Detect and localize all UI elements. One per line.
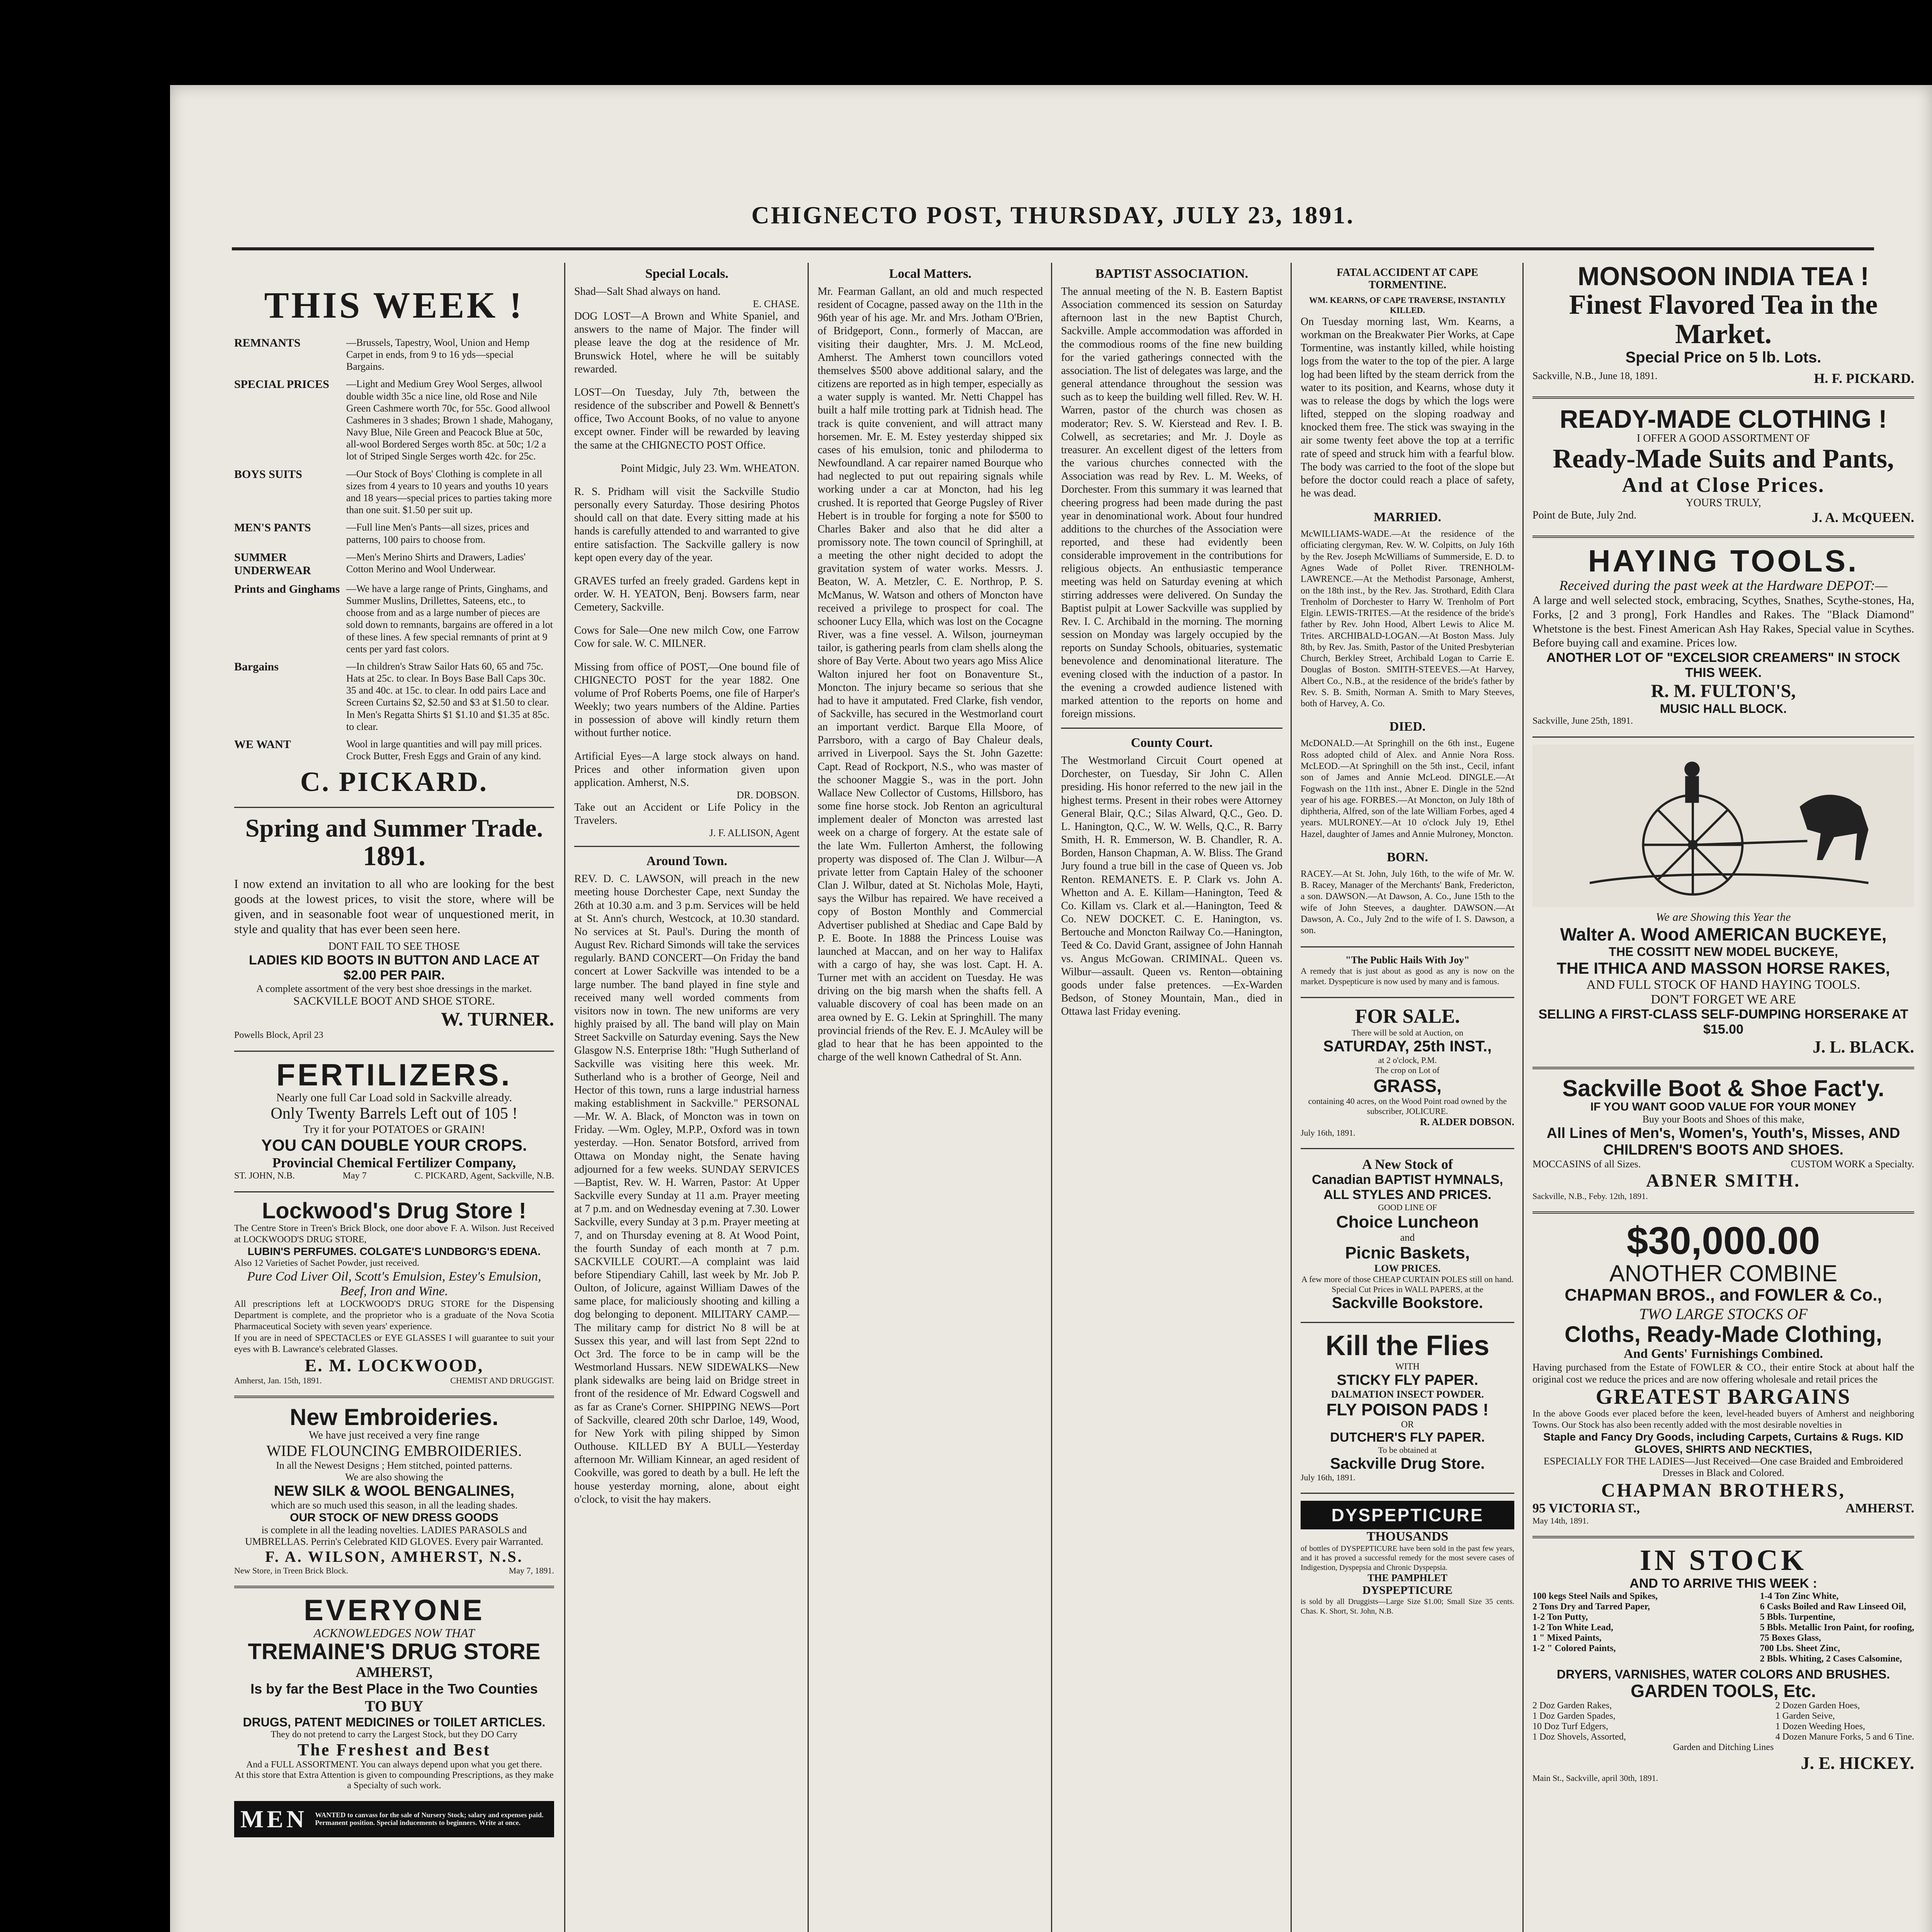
turner-sig: W. TURNER. [440, 1008, 554, 1030]
suits: Ready-Made Suits and Pants, [1553, 444, 1894, 474]
chapman-date: May 14th, 1891. [1532, 1516, 1589, 1526]
fert-footer [234, 1171, 554, 1181]
wall-papers: Special Cut Prices in WALL PAPERS, at the [1332, 1284, 1483, 1294]
column-rule [1522, 263, 1524, 1932]
garden-item: 1 Dozen Weeding Hoes, [1775, 1721, 1865, 1731]
shad-sig: E. CHASE. [753, 298, 799, 310]
freshest: The Freshest and Best [298, 1740, 491, 1759]
item-text: —In children's Straw Sailor Hats 60, 65 and 75c. Hats at 25c. to clear. In Boys Base Ball Caps 30c. 35 and 40c. at 15c. to clear. In odd pairs Lace and Screen Curtains $2, $2.50 and $3 at $1.50 to clear. In Men's Regatta Shirts $1 $1.10 and $1.35 at 85c. to clear. [346, 660, 550, 732]
ad-item [234, 738, 554, 762]
sticky: STICKY FLY PAPER. [1337, 1372, 1478, 1389]
sale-sig: R. ALDER DOBSON. [1420, 1116, 1514, 1128]
close-prices: And at Close Prices. [1622, 473, 1825, 497]
divider [1532, 1067, 1914, 1069]
emb-line: is complete in all the leading novelties. LADIES PARASOLS and UMBRELLAS. Perrin's Celebrated KID GLOVES. Every pair Warranted. [245, 1524, 543, 1548]
emb-line: which are so much used this season, in all the leading shades. [270, 1500, 518, 1511]
divider [1301, 1322, 1514, 1323]
full-stock: AND FULL STOCK OF HAND HAYING TOOLS. [1586, 977, 1861, 992]
divider [1532, 1211, 1914, 1214]
fert-line: Nearly one full Car Load sold in Sackville already. [276, 1091, 512, 1104]
lockwood-title-line: CHEMIST AND DRUGGIST. [450, 1376, 554, 1386]
local-notice: Artificial Eyes—A large stock always on hand. Prices and other information given upon application. Amherst, N.S. [574, 750, 799, 789]
stock-item: 2 Bbls. Whiting, 2 Cases Calsomine, [1760, 1654, 1902, 1664]
divider [1301, 1493, 1514, 1494]
column-2-locals [568, 263, 806, 1932]
dalmation: DALMATION INSECT POWDER. [1331, 1389, 1484, 1400]
divider [1061, 728, 1282, 729]
black-ad [1532, 745, 1914, 1057]
mcqueen-sig: J. A. McQUEEN. [1812, 510, 1914, 526]
lockwood-footer [234, 1376, 554, 1386]
emb-line: OUR STOCK OF NEW DRESS GOODS [290, 1511, 498, 1524]
item-label: REMNANTS [234, 336, 301, 349]
big-money: $30,000.00 [1626, 1219, 1820, 1262]
masthead-title: CHIGNECTO POST, THURSDAY, JULY 23, 1891. [751, 201, 1355, 229]
item-label: MEN'S PANTS [234, 521, 311, 534]
obtained: To be obtained at [1378, 1445, 1437, 1455]
stock-item: 1-2 Ton Putty, [1532, 1612, 1588, 1622]
county-court-heading: County Court. [1131, 736, 1213, 750]
emb-date: May 7, 1891. [509, 1566, 554, 1576]
monsoon-footer [1532, 370, 1914, 386]
column-rule [1291, 263, 1292, 1932]
smith-ad [1532, 1076, 1914, 1201]
and-word: and [1400, 1232, 1415, 1243]
dyspepticure-logo: DYSPEPTICURE [1301, 1501, 1514, 1529]
acknowledges: ACKNOWLEDGES NOW THAT [313, 1626, 475, 1640]
garden-item: 2 Doz Garden Rakes, [1532, 1700, 1612, 1711]
thousands: THOUSANDS [1366, 1529, 1449, 1544]
pickard-ad [234, 286, 554, 797]
ad-item [234, 337, 554, 373]
choice-luncheon: Choice Luncheon [1336, 1213, 1479, 1232]
garden-item: 2 Dozen Garden Hoes, [1775, 1700, 1860, 1711]
extra-attention: At this store that Extra Attention is given to compounding Prescriptions, as they make a Specialty of such work. [235, 1770, 554, 1791]
sale-time: at 2 o'clock, P.M. [1378, 1055, 1437, 1065]
kill-flies: Kill the Flies [1325, 1330, 1490, 1362]
baptist-heading: BAPTIST ASSOCIATION. [1095, 267, 1248, 281]
item-text: —Brussels, Tapestry, Wool, Union and Hemp Carpet in ends, from 9 to 16 yds—special Bargains. [346, 337, 530, 372]
sale-land: The crop on Lot of [1375, 1065, 1440, 1075]
fly-poison: FLY POISON PADS ! [1326, 1400, 1489, 1420]
everyone: EVERYONE [304, 1594, 485, 1627]
stock-item: 1-4 Ton Zinc White, [1760, 1591, 1839, 1602]
dyspepticure-ad [1301, 1501, 1514, 1616]
ad-item [234, 551, 554, 577]
divider [234, 807, 554, 808]
garden-item: 4 Dozen Manure Forks, 5 and 6 Tine. [1775, 1731, 1914, 1742]
curtain-poles: A few more of those CHEAP CURTAIN POLES still on hand. [1301, 1274, 1514, 1284]
stock-item: 700 Lbs. Sheet Zinc, [1760, 1643, 1840, 1654]
mcqueen-date: Point de Bute, July 2nd. [1532, 509, 1637, 522]
sale-text: There will be sold at Auction, on [1352, 1028, 1463, 1038]
fertilizers-heading: FERTILIZERS. [276, 1058, 512, 1092]
stock-item: 1 " Mixed Paints, [1532, 1633, 1602, 1643]
drug-store: Sackville Drug Store. [1330, 1455, 1485, 1473]
born-heading: BORN. [1387, 850, 1428, 864]
drugs: DRUGS, PATENT MEDICINES or TOILET ARTICLES. [243, 1715, 546, 1729]
public-hails: "The Public Hails With Joy" [1345, 954, 1470, 966]
dobson-sig: DR. DOBSON. [736, 789, 799, 801]
stock-item: 5 Bbls. Turpentine, [1760, 1612, 1835, 1622]
turner-date: Powells Block, April 23 [234, 1030, 323, 1041]
value: IF YOU WANT GOOD VALUE FOR YOUR MONEY [1590, 1100, 1857, 1113]
arrive: AND TO ARRIVE THIS WEEK : [1629, 1576, 1817, 1591]
ithica: THE ITHICA AND MASSON HORSE RAKES, [1556, 959, 1890, 977]
mcqueen-ad [1532, 406, 1914, 526]
stock-item: 1-2 Ton White Lead, [1532, 1622, 1613, 1633]
dys-text2: DYSPEPTICURE [1362, 1584, 1453, 1597]
chapman-text2: In the above Goods ever placed before the keen, level-headed buyers of Amherst and neighboring Towns. Our Stock has also been recently added with the most desirable novelties in [1532, 1408, 1914, 1430]
stock-item: 2 Tons Dry and Tarred Paper, [1532, 1602, 1650, 1612]
dutchers: DUTCHER'S FLY PAPER. [1330, 1430, 1485, 1445]
fatal-heading: FATAL ACCIDENT AT CAPE TORMENTINE. [1337, 267, 1478, 291]
bookstore: Sackville Bookstore. [1332, 1294, 1483, 1312]
grass: GRASS, [1373, 1076, 1442, 1096]
staple: Staple and Fancy Dry Goods, including Carpets, Curtains & Rugs. KID GLOVES, SHIRTS AND NECKTIES, [1543, 1431, 1903, 1456]
cossitt: THE COSSITT NEW MODEL BUCKEYE, [1609, 944, 1838, 959]
fulton-name: R. M. FULTON'S, [1651, 680, 1796, 701]
item-text: —Light and Medium Grey Wool Serges, allwool double width 35c a nice line, old Rose and Nile Green Cashmere worth 70c, for 55c. Good allwool Cashmeres in 3 shades; Brown 1 shade, Mahogany, Navy Blue, Nile Green and Peacock Blue at 50c, all-wool Bordered Serges worth 85c. at 50c; 1/2 a lot of Striped Single Serges worth 42c. for 25c. [346, 378, 553, 462]
all-lines: All Lines of Men's, Women's, Youth's, Misses, AND CHILDREN'S BOOTS AND SHOES. [1546, 1125, 1900, 1158]
garden-left [1532, 1701, 1626, 1742]
special-locals-heading: Special Locals. [645, 267, 729, 281]
married-heading: MARRIED. [1374, 510, 1441, 525]
stock-right [1760, 1591, 1914, 1664]
garden-list [1532, 1701, 1914, 1742]
newspaper-page [170, 85, 1932, 1932]
column-1-ads [228, 263, 560, 1932]
local-notice: GRAVES turfed an freely graded. Gardens kept in order. W. H. YEATON, Benj. Bowsers farm, near Cemetery, Sackville. [574, 575, 799, 614]
spring-title: Spring and Summer Trade. [245, 814, 543, 843]
column-6-ads [1526, 263, 1920, 1932]
lockwood-date: Amherst, Jan. 15th, 1891. [234, 1376, 322, 1386]
garden-right [1776, 1701, 1914, 1742]
garden-item: 1 Garden Seive, [1775, 1711, 1835, 1721]
shad-line [574, 285, 799, 298]
hymnals: Canadian BAPTIST HYMNALS, ALL STYLES AND PRICES. [1312, 1172, 1503, 1202]
sackville-store: SACKVILLE BOOT AND SHOE STORE. [293, 995, 495, 1008]
men-banner: MEN [240, 1805, 308, 1833]
in-stock: IN STOCK [1639, 1544, 1807, 1577]
died-text: McDONALD.—At Springhill on the 6th inst., Eugene Ross adopted child of Alex. and Annie Nora Ross. McLEOD.—At Springhill on the 5th inst., Cecil, infant son of James and Annie McLeod. DINGLE.—At Fogwash on the 11th inst., Abner E. Dingle in the 52nd year of his age. FORBES.—At Moncton, on July 18th of diphtheria, Alfred, son of the late William Forbes, aged 4 years. MULRONEY.—At 10 o'clock July 19, Ethel Hazel, daughter of James and Annie Mulroney, Moncton. [1301, 738, 1514, 839]
dryers: DRYERS, VARNISHES, WATER COLORS AND BRUSHES. [1556, 1667, 1890, 1682]
stock-item: 5 Bbls. Metallic Iron Paint, for roofing, [1760, 1622, 1914, 1633]
lockwood-sig: E. M. LOCKWOOD, [304, 1355, 484, 1376]
item-text: Wool in large quantities and will pay mill prices. Crock Butter, Fresh Eggs and Grain of any kind. [346, 738, 542, 762]
emb-sig: F. A. WILSON, AMHERST, N.S. [265, 1548, 523, 1566]
item-label: Prints and Ginghams [234, 582, 340, 595]
lockwood-text: Also 12 Varieties of Sachet Powder, just received. [234, 1258, 420, 1269]
hickey-ad [1532, 1545, 1914, 1783]
turner-intro: I now extend an invitation to all who are looking for the best goods at the lowest prices, to visit the store, where will be given, and in seasonable foot wear of unquestioned merit, in style and quality that has ever been seen here. [234, 876, 554, 936]
received: Received during the past week at the Hardware DEPOT:— [1559, 578, 1888, 594]
pamphlet: THE PAMPHLET [1367, 1572, 1447, 1584]
sale-date: SATURDAY, 25th INST., [1323, 1038, 1492, 1055]
picnic: Picnic Baskets, [1345, 1243, 1470, 1263]
ad-item [234, 660, 554, 733]
another-combine: ANOTHER COMBINE [1609, 1260, 1838, 1286]
special-price: Special Price on 5 lb. Lots. [1625, 349, 1821, 366]
readymade-title: READY-MADE CLOTHING ! [1560, 404, 1887, 433]
column-rule [564, 263, 565, 1932]
another-lot: ANOTHER LOT OF "EXCELSIOR CREAMERS" IN STOCK THIS WEEK. [1546, 650, 1900, 680]
music-hall: MUSIC HALL BLOCK. [1660, 701, 1787, 716]
ad-item [234, 521, 554, 545]
local-notice: R. S. Pridham will visit the Sackville Studio personally every Saturday. Those desiring Photos should call on that date. Every sitting made at his hands is carefully attended to and warranted to give entire satisfaction. The Sackville gallery is now kept open every day of the year. [574, 485, 799, 564]
dont-fail: DONT FAIL TO SEE THOSE [328, 940, 460, 953]
to-buy: TO BUY [365, 1697, 423, 1715]
emb-line: We have just received a very fine range [309, 1429, 480, 1442]
pickard-name: C. PICKARD. [300, 766, 488, 798]
bookstore-ad [1301, 1156, 1514, 1312]
amherst: AMHERST, [355, 1664, 433, 1680]
garden-item: 10 Doz Turf Edgers, [1532, 1721, 1608, 1731]
fertilizer-ad [234, 1059, 554, 1181]
local-notice: Point Midgic, July 23. Wm. WHEATON. [621, 462, 799, 474]
tremaine-ad [234, 1595, 554, 1791]
local-notice: Take out an Accident or Life Policy in the Travelers. [574, 801, 799, 827]
for-sale-heading: FOR SALE. [1355, 1005, 1460, 1028]
item-label: WE WANT [234, 738, 291, 751]
divider [234, 1396, 554, 1398]
garden: GARDEN TOOLS, Etc. [1631, 1681, 1816, 1701]
garden-item: 1 Doz Garden Spades, [1532, 1711, 1616, 1721]
lockwood-title: Lockwood's Drug Store ! [262, 1198, 527, 1224]
divider [1532, 1536, 1914, 1538]
fert-line: Provincial Chemical Fertilizer Company, [272, 1155, 516, 1171]
monsoon-title: MONSOON INDIA TEA ! [1577, 263, 1869, 291]
dys-text: of bottles of DYSPEPTICURE have been sold in the past few years, and it has proved a successful remedy for the most severe cases of Indigestion, Dyspepsia and Chronic Dyspepsia. [1301, 1544, 1514, 1572]
item-text: —Full line Men's Pants—all sizes, prices and patterns, 100 pairs to choose from. [346, 522, 529, 545]
lockwood-ad [234, 1199, 554, 1386]
low-prices: LOW PRICES. [1374, 1263, 1441, 1274]
sale-text: containing 40 acres, on the Wood Point road owned by the subscriber, JOLICURE. [1308, 1096, 1507, 1116]
this-week-heading: THIS WEEK ! [264, 284, 524, 326]
emb-line: In all the Newest Designs ; Hem stitched, pointed patterns. [276, 1460, 512, 1471]
baptist-text: The annual meeting of the N. B. Eastern Baptist Association commenced its session on Saturday afternoon last in the new Baptist Church, Sackville. Ample accommodation was afforded in the commodious rooms of the fine new building for the varied gatherings connected with the association. The list of delegates was large, and the general attendance throughout the session was such as to keep the building well filled. Rev. W. H. Warren, pastor of the church was chosen as moderator; Rev. S. W. Kierstead and Rev. I. B. Colwell, as secretaries; and Mr. J. Doyle as treasurer. An excellent digest of the letters from the various churches connected with the Association was read by Rev. L. M. Weeks, of Dorchester. From this summary it was learned that cheering progress had been made during the past year in denominational work. About four hundred additions to the churches of the Association were reported, and these had evidently been considerable improvement in the contributions for religious objects. An enthusiastic temperance meeting was held on Saturday evening at which stirring addresses were delivered. On Sunday the Baptist pulpit at Lower Sackville was supplied by Rev. I. C. Archibald in the morning. The morning session on Monday was largely occupied by the reports on Sunday Schools, obituaries, systematic benevolence and denominational literature. The evening closed with the induction of a pastor. In the evening a crowded audience listened with marked attention to the reports on home and foreign missions. [1061, 286, 1282, 720]
fulton-ad [1532, 545, 1914, 726]
item-text: —Our Stock of Boys' Clothing is complete in all sizes from 4 years to 10 years and youths 10 years and 18 years—special prices to parties taking more than one suit. $1.50 per suit up. [346, 468, 552, 516]
flies-ad [1301, 1330, 1514, 1483]
emb-footer [234, 1566, 554, 1576]
masthead [232, 201, 1874, 250]
lockwood-text: All prescriptions left at LOCKWOOD'S DRUG STORE for the Dispensing Department is complete, and the proprietor who is a graduate of the Nova Scotia Pharmaceutical Society with seven years' experience. [234, 1299, 554, 1332]
divider [1532, 536, 1914, 538]
hickey-sig: J. E. HICKEY. [1801, 1753, 1914, 1773]
local-matters-text: Mr. Fearman Gallant, an old and much respected resident of Cocagne, passed away on the 11th in the 96th year of his age. Mr. and Mrs. Jotham O'Brien, of Bridgeport, Conn., formerly of Maccan, are visiting their daughter, Mrs. J. M. McLeod, Amherst. The Amherst town councillors voted themselves $500 above additional salary, and the citizens are reported as in high temper, especially as a water supply is wanted. Mr. Netti Chappel has built a half mile trotting park at Tidnish head. The track is quite convenient, and will attract many horsemen. Mr. E. M. Estey yesterday shipped six cases of his emulsion, tonic and philoderma to Newfoundland. A car repairer named Bourque who had neglected to put out repairing signals while working under a car at Moncton, had his leg crushed. It is reported that George Pugsley of River Hebert is in trouble for forging a note for $500 to Charles Baker and also that he did alter a promissory note. The town council of Springhill, at a meeting the other night decided to adopt the gravitation system of water works. Messrs. J. Beaton, W. A. Metzler, C. E. Northrop, P. S. McManus, W. Watson and others of Moncton have received a privilege to prospect for coal. The schooner Lucy Ella, which was lost on the Cocagne River, was a fine vessel. A. Wilson, journeyman tailor, is gathering pearls from clam shells along the shore of Bay Verte. About two years ago Miss Alice Walton injured her foot on Bonaventure St., Moncton. The injury became so serious that she had to have it amputated. Fred Clarke, fish vendor, of Sackville, has secured in the Westmorland court an important verdict. Barque Ella Moore, of Parrsboro, with a cargo of Bay Chaleur deals, arrived in Liverpool. Says the St. John Gazette: Capt. Read of Rockport, N.S., who was master of the schooner Maggie S., was in the port. John Wallace New Collector of Customs, Hillsboro, has some fine horse stock. Job Renton an agricultural implement dealer of Moncton was arrested last week on a charge of forgery. At the estate sale of the late Wm. Fullerton Amherst, the following property was disposed of. The Clan J. Wilbur—A private letter from Captain Haley of the schooner Clan J. Wilbur, dated at St. Nicholas Mole, Hayti, says the Wilbur has repaired. We have received a copy of Boston Monthly and Commercial Advertiser published at Shediac and Cape Bald by P. E. Boote. In 1888 the Princess Louise was launched at Maccan, and on her way to Halifax with a cargo of hay, she was lost. Capt. H. A. Turner met with an accident on Tuesday. He was driving on the big marsh when the shafts fell. A valuable discovery of coal has been made on an area owned by E. G. Lekin at Springhill. The many provincial friends of the Rev. E. J. McAuley will be glad to hear that he has been appointed to the charge of the well known Cathedral of St. Ann. [818, 286, 1043, 1063]
haying-title: HAYING TOOLS. [1588, 544, 1859, 578]
item-label: Bargains [234, 660, 279, 673]
around-town-text: REV. D. C. LAWSON, will preach in the new meeting house Dorchester Cape, next Sunday the 26th at 10.30 a.m. and 3 p.m. Services will be held at St. Ann's church, Westcock, at 10.30 standard. No services at St. Paul's. During the month of August Rev. Richard Simonds will take the services regularly. BAND CONCERT—On Friday the band concert at Lower Sackville was intended to be a large number. The band played in fine style and received many well worded comments from visitors now in town. The new uniforms are very highly praised by all. The band will play on Main Street Sackville on Saturday evening. Says the New Glasgow N.S. Enterprise 18th: "Hugh Sutherland of Sackville was visiting here this week. Mr. Sutherland who is a brother of George, Neil and Hector of this town, runs a large industrial harness making establishment in Sackville." PERSONAL—Mr. W. A. Black, of Moncton was in town on Friday. —Wm. Ogley, M.P.P., Oxford was in town yesterday. —Hon. Senator Botsford, arrived from Ottawa on Monday night, the Senate having adjourned for a few weeks. SUNDAY SERVICES—Baptist, Rev. W. H. Warren, Pastor: At Upper Sackville every Sunday at 11 a.m. Prayer meeting at 7 p.m. and on Wednesday evening at 7.30. Lower Sackville, every Sunday at 3 p.m. Prayer meeting at 7, and on Thursday evening at 8. At Wood Point, the fourth Sunday of each month at 7 p.m. SACKVILLE COURT.—A complaint was laid before Stipendiary Cahill, last week by Mr. Job P. Oulton, of Jolicure, against William Dawes of the same place, for maliciously shooting and killing a dog belonging to deponent. MILITARY CAMP.—The military camp for district No 8 will be at Sussex this year, and will last from Sept 22nd to Oct 3rd. The force to be in camp will be the Westmorland Hussars. NEW SIDEWALKS—New plank sidewalks are being laid on Bridge street in front of the residence of Mr. Edward Cogswell and as far as Crane's Corner. SHIPPING NEWS—Port of Sackville, cleared 20th schr Darloe, 149, Wood, for New York with piling shipped by Simon Outhouse. KILLED BY A BULL—Yesterday afternoon Mr. William Kinnear, an aged resident of Cookville, was gored to death by a bull. He left the house yesterday morning, alone, about eight o'clock, to visit the hay makers. [574, 873, 799, 1505]
ad-item [234, 378, 554, 462]
fert-agent: C. PICKARD, Agent, Sackville, N.B. [414, 1171, 554, 1181]
new-stock: A New Stock of [1362, 1156, 1453, 1172]
custom: CUSTOM WORK a Specialty. [1791, 1158, 1914, 1170]
divider [1301, 1148, 1514, 1149]
chapman-address [1532, 1501, 1914, 1516]
fert-line: Try it for your POTATOES or GRAIN! [303, 1123, 485, 1136]
sale-date2: July 16th, 1891. [1301, 1128, 1355, 1138]
column-rule [1051, 263, 1052, 1932]
emb-title: New Embroideries. [289, 1404, 499, 1430]
divider [1532, 736, 1914, 738]
horse-rake-illustration [1532, 745, 1914, 907]
stock-left [1532, 1591, 1658, 1664]
item-label: BOYS SUITS [234, 468, 302, 481]
chapman-ad [1532, 1221, 1914, 1526]
for-sale-ad [1301, 1005, 1514, 1138]
item-label: SUMMER UNDERWEAR [234, 551, 311, 577]
not-pretend: They do not pretend to carry the Largest Stock, but they DO Carry [270, 1729, 518, 1740]
column-3-local-matters [811, 263, 1049, 1932]
emb-line: We are also showing the [345, 1471, 443, 1483]
haying-text: A large and well selected stock, embracing, Scythes, Snathes, Scythe-stones, Ha, Forks, [2 and 3 prong], Fork Handles and Rakes. The "Black Diamond" Whetstone is the best. Finest American Ash Hay Rakes, Special value in Scythes. Before buying call and examine. Prices low. [1532, 594, 1914, 650]
abner-date: Sackville, N.B., Feby. 12th, 1891. [1532, 1191, 1648, 1201]
greatest: GREATEST BARGAINS [1595, 1385, 1851, 1409]
stock-item: 100 kegs Steel Nails and Spikes, [1532, 1591, 1658, 1602]
mcqueen-footer [1532, 509, 1914, 526]
allison-sig: J. F. ALLISON, Agent [709, 827, 799, 839]
black-sig: J. L. BLACK. [1813, 1037, 1914, 1056]
cloths: Cloths, Ready-Made Clothing, [1565, 1321, 1882, 1347]
victoria: 95 VICTORIA ST., [1532, 1501, 1640, 1516]
spring-year: 1891. [363, 840, 425, 872]
fert-line: YOU CAN DOUBLE YOUR CROPS. [261, 1136, 527, 1155]
fert-line: Only Twenty Barrels Left out of 105 ! [270, 1105, 518, 1123]
divider [234, 1586, 554, 1588]
item-label: SPECIAL PRICES [234, 378, 329, 391]
selling: SELLING A FIRST-CLASS SELF-DUMPING HORSERAKE AT $15.00 [1538, 1007, 1908, 1037]
men-wanted-banner [234, 1801, 554, 1837]
drug-date: July 16th, 1891. [1301, 1473, 1355, 1483]
column-rule [808, 263, 809, 1932]
lockwood-spectacles: If you are in need of SPECTACLES or EYE GLASSES I will guarantee to suit your eyes with B. Lawrance's celebrated Glasses. [234, 1333, 554, 1354]
turner-ad [234, 815, 554, 1041]
stock-item: 1-2 " Colored Paints, [1532, 1643, 1616, 1654]
divider [574, 846, 799, 847]
stock-list [1532, 1591, 1914, 1664]
garden-item: 1 Doz Shovels, Assorted, [1532, 1731, 1626, 1742]
public-text: A remedy that is just about as good as any is now on the market. Dyspepticure is now used by many and is famous. [1301, 966, 1514, 986]
yours: YOURS TRULY, [1685, 497, 1761, 509]
divider [234, 1051, 554, 1052]
wilson-ad [234, 1405, 554, 1576]
divider [234, 1191, 554, 1192]
fert-city: ST. JOHN, N.B. [234, 1171, 295, 1181]
chapman-bros: CHAPMAN BROTHERS, [1601, 1479, 1845, 1501]
fulton-date: Sackville, June 25th, 1891. [1532, 716, 1633, 726]
divider [1532, 396, 1914, 399]
local-matters-heading: Local Matters. [889, 267, 972, 281]
item-text: —Men's Merino Shirts and Drawers, Ladies' Cotton Merino and Wool Underwear. [346, 551, 526, 575]
we-are: We are Showing this Year the [1656, 910, 1791, 923]
ad-item [234, 583, 554, 655]
men-small: WANTED to canvass for the sale of Nursery Stock; salary and expenses paid. Permanent position. Special inducements to beginners. Write at once. [315, 1811, 544, 1827]
stock-item: 75 Boxes Glass, [1760, 1633, 1821, 1643]
ad-item [234, 468, 554, 516]
around-town-heading: Around Town. [646, 854, 728, 869]
chapman: CHAPMAN BROS., and FOWLER & Co., [1565, 1285, 1882, 1304]
county-court-text: The Westmorland Circuit Court opened at Dorchester, on Tuesday, Sir John C. Allen presiding. His honor referred to the new jail in the highest terms. Present in their robes were Attorney General Blair, Q.C.; Silas Alward, Q.C., Geo. D. L. Hanington, Q.C., W. W. Wells, Q.C., R. Barry Smith, H. R. Emmerson, W. B. Chandler, R. A. Borden, Hanson Chapman, A. W. Bliss. The Grand Jury found a true bill in the case of Queen vs. Job Renton. REMANETS. E. P. Clark vs. John A. Whetton and A. E. Killam—Hanington, Teed & Co. Killam vs. Clark et al.—Hanington, Teed & Co. NEW DOCKET. C. E. Hanington, vs. Bertouche and Moncton Railway Co.—Hanington, Teed & Co. David Grant, assignee of John Hannah vs. Angus McGowan. CRIMINAL. Queen vs. Wilbur—assault. Queen vs. Renton—obtaining goods under false pretences. —Ex-Warden Bedson, of Stoney Mountain, Man., died in Ottawa last Friday evening. [1061, 755, 1282, 1018]
lockwood-brands: LUBIN'S PERFUMES. COLGATE'S LUNDBORG'S EDENA. [247, 1245, 541, 1258]
hickey-date: Main St., Sackville, april 30th, 1891. [1532, 1773, 1658, 1783]
emb-line: WIDE FLOUNCING EMBROIDERIES. [266, 1442, 522, 1460]
local-notice: Cows for Sale—One new milch Cow, one Farrow Cow for sale. W. C. MILNER. [574, 624, 799, 650]
full-assort: And a FULL ASSORTMENT. You can always depend upon what you get there. [246, 1759, 542, 1770]
two-large: TWO LARGE STOCKS OF [1639, 1305, 1808, 1323]
monsoon-ad [1532, 263, 1914, 386]
ladies: ESPECIALLY FOR THE LADIES—Just Received—One case Braided and Embroidered Dresses in Black and Colored. [1543, 1456, 1903, 1479]
local-notice: DOG LOST—A Brown and White Spaniel, and answers to the name of Major. The finder will please leave the dog at the residence of Mr. Brunswick Hotel, where he will be suitably rewarded. [574, 310, 799, 375]
column-4-baptist [1055, 263, 1289, 1932]
buy: Buy your Boots and Shoes of this make, [1642, 1113, 1804, 1125]
divider [1301, 997, 1514, 998]
married-text: McWILLIAMS-WADE.—At the residence of the officiating clergyman, Rev. W. W. Colpitts, on July 16th by the Rev. Joseph McWilliams of Summerside, E. D. to Agnes Wade of Pollet River. TRENHOLM-LAWRENCE.—At the Methodist Parsonage, Amherst, on the 18th inst., by the Rev. Jas. Strothard, Edith Clara Trenholm of Dorchester to Harry W. Trenholm of Port Elgin. LEWIS-TRITES.—At the residence of the bride's father by Rev. John Hood, Albert Lewis to Alice M. Trites. ARCHIBALD-LOGAN.—At Boston Mass. July 8th, by Rev. Jas. Smith, Pastor of the United Presbyterian Church, Berkley Street, Archibald Logan to Carrie E. Douglas of Boston. SMITH-STEEVES.—At Harvey, Albert Co., N.B., at the residence of the bride's father by Rev. S. B. Smith, Norman A. Smith to Mary Steeves, both of Harvey, A. Co. [1301, 529, 1514, 709]
abner-sig: ABNER SMITH. [1646, 1170, 1801, 1191]
emb-store: New Store, in Treen Brick Block. [234, 1566, 349, 1576]
stock-item: 6 Casks Boiled and Raw Linseed Oil, [1760, 1602, 1906, 1612]
item-text: —We have a large range of Prints, Ginghams, and Summer Muslins, Drillettes, Sateens, etc., to choose from and as a large number of pieces are sold down to remnants, bargains are offered in a lot of these lines. A few special remnants of print at 9 cents per yard fast colors. [346, 583, 553, 655]
garden-foot: Garden and Ditching Lines [1673, 1742, 1774, 1752]
died-heading: DIED. [1389, 719, 1426, 734]
emb-line: NEW SILK & WOOL BENGALINES, [274, 1483, 515, 1500]
walter: Walter A. Wood AMERICAN BUCKEYE, [1560, 924, 1887, 944]
with: WITH [1395, 1362, 1420, 1372]
boot-factory: Sackville Boot & Shoe Fact'y. [1562, 1075, 1884, 1101]
tremaine-title: TREMAINE'S DRUG STORE [248, 1639, 541, 1664]
monsoon-sig: H. F. PICKARD. [1814, 370, 1914, 386]
amherst-word: AMHERST. [1845, 1501, 1914, 1516]
fatal-text: On Tuesday morning last, Wm. Kearns, a workman on the Breakwater Pier Works, at Cape Tormentine, was instantly killed, while hoisting logs from the water to the top of the pier. A large log had been lifted by the steam derrick from the water to its position, and Kearns, whose duty it was to release the dogs by which the logs were lifted, stepped on the sloping roadway and knocked them free. The stick was swaying in the air some twenty feet above the top at a terrific rate of speed and struck him with a fearful blow. The body was carried to the foot of the slope but before the doctor could reach a place of safety, he was dead. [1301, 316, 1514, 500]
lockwood-text: The Centre Store in Treen's Brick Block, one door above F. A. Wilson. Just Received at LOCKWOOD'S DRUG STORE, [234, 1223, 554, 1245]
fert-date: May 7 [342, 1171, 367, 1181]
offer: I OFFER A GOOD ASSORTMENT OF [1636, 432, 1810, 444]
complete-assort: A complete assortment of the very best shoe dressings in the market. [256, 983, 532, 995]
divider [1301, 946, 1514, 947]
local-notice: LOST—On Tuesday, July 7th, between the residence of the subscriber and Powell & Bennett's office, Two Account Books, of no value to anyone except owner. Finder will be rewarded by leaving the same at the CHIGNECTO POST Office. [574, 386, 799, 451]
finest: Finest Flavored Tea in the Market. [1569, 289, 1878, 349]
fatal-sub: WM. KEARNS, OF CAPE TRAVERSE, INSTANTLY KILLED. [1309, 295, 1506, 315]
dys-text3: is sold by all Druggists—Large Size $1.00; Small Size 35 cents. Chas. K. Short, St. John, N.B. [1301, 1597, 1514, 1616]
or: OR [1401, 1420, 1414, 1430]
born-text: RACEY.—At St. John, July 16th, to the wife of Mr. W. B. Racey, Manager of the Merchants' Bank, Fredericton, a son. DAWSON.—At Dawson, A. Co., June 15th to the wife of John Steeves, a daughter. DAWSON.—At Dawson, A. Co., July 2nd to the wife of I. S. Dawson, a son. [1301, 869, 1514, 936]
best-place: Is by far the Best Place in the Two Counties [250, 1680, 538, 1697]
shad-text: Shad—Salt Shad always on hand. [574, 286, 721, 298]
chapman-text: Having purchased from the Estate of FOWLER & CO., their entire Stock at about half the original cost we reduce the prices and are now offering wholesale and retail prices the [1532, 1361, 1914, 1385]
horse-rake-icon [1532, 745, 1914, 907]
ladies-kid: LADIES KID BOOTS IN BUTTON AND LACE AT $2.00 PER PAIR. [249, 953, 539, 983]
moccasins: MOCCASINS of all Sizes. [1532, 1158, 1641, 1170]
column-5-notices [1294, 263, 1520, 1932]
dont-forget: DON'T FORGET WE ARE [1651, 992, 1796, 1007]
local-notice: Missing from office of POST,—One bound file of CHIGNECTO POST for the year 1882. One volume of Prof Roberts Poems, one file of Harper's Weekly; two years numbers of the Aldine. Parties in possession of above will kindly return them without further notice. [574, 661, 799, 739]
gents: And Gents' Furnishings Combined. [1624, 1346, 1823, 1361]
monsoon-date: Sackville, N.B., June 18, 1891. [1532, 370, 1658, 381]
good-line: GOOD LINE OF [1378, 1202, 1437, 1213]
smith-moccasins-row [1532, 1158, 1914, 1170]
lockwood-oils: Pure Cod Liver Oil, Scott's Emulsion, Estey's Emulsion, Beef, Iron and Wine. [247, 1269, 541, 1298]
